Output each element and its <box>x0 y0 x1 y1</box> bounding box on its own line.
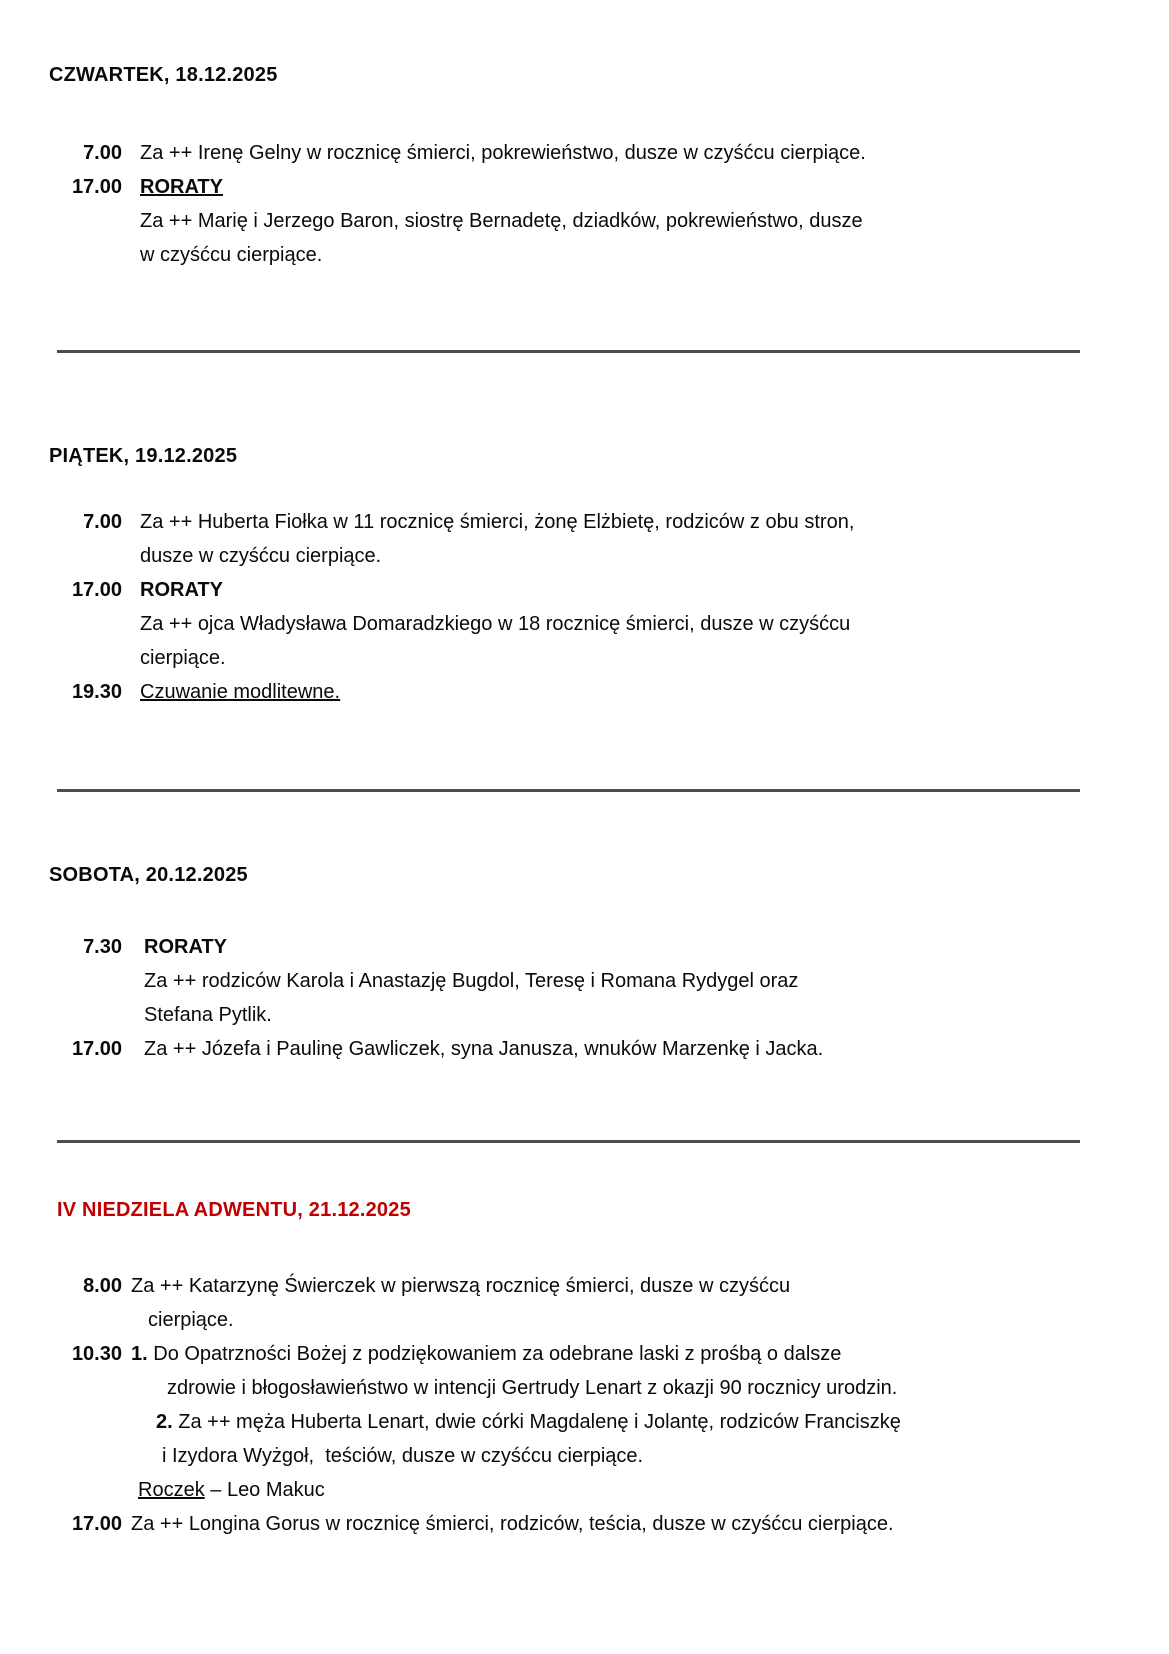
intention-line: Za ++ Irenę Gelny w rocznicę śmierci, pokrewieństwo, dusze w czyśćcu cierpiące. <box>140 142 866 164</box>
section-piatek <box>40 443 1080 709</box>
intention-line <box>138 1473 901 1507</box>
intention-line: w czyśćcu cierpiące. <box>140 244 323 266</box>
intention-line <box>131 1337 901 1371</box>
mass-entry <box>40 1337 1080 1507</box>
day-heading-czwartek: CZWARTEK, 18.12.2025 <box>49 64 278 86</box>
mass-time: 10.30 <box>71 1343 122 1365</box>
mass-entry <box>40 1032 1080 1066</box>
section-divider <box>57 1140 1080 1143</box>
mass-entry <box>40 1269 1080 1337</box>
roczek-label: Roczek <box>138 1479 205 1501</box>
day-heading-piatek: PIĄTEK, 19.12.2025 <box>49 445 238 467</box>
intention-text: Do Opatrzności Bożej z podziękowaniem za odebrane laski z prośbą o dalsze <box>147 1343 842 1365</box>
intention-number: 2. <box>156 1411 173 1433</box>
mass-entry <box>40 930 1080 1032</box>
mass-time: 7.30 <box>83 936 122 958</box>
mass-time: 17.00 <box>71 579 122 601</box>
roraty-label: RORATY <box>140 579 223 601</box>
intention-line: Za ++ rodziców Karola i Anastazję Bugdol, Teresę i Romana Rydygel oraz <box>144 970 799 992</box>
day-heading-niedziela: IV NIEDZIELA ADWENTU, 21.12.2025 <box>57 1199 411 1221</box>
section-divider <box>57 789 1080 792</box>
intention-number: 1. <box>131 1343 148 1365</box>
intention-line: Za ++ Katarzynę Świerczek w pierwszą rocznicę śmierci, dusze w czyśćcu <box>131 1275 791 1297</box>
intention-line: Za ++ Longina Gorus w rocznicę śmierci, rodziców, teścia, dusze w czyśćcu cierpiące. <box>131 1513 894 1535</box>
mass-time: 17.00 <box>71 1038 122 1060</box>
mass-entry <box>40 573 1080 675</box>
mass-entry <box>40 1507 1080 1541</box>
intention-line: zdrowie i błogosławieństwo w intencji Gertrudy Lenart z okazji 90 rocznicy urodzin. <box>167 1377 898 1399</box>
day-heading-sobota: SOBOTA, 20.12.2025 <box>49 864 248 886</box>
roczek-text: – Leo Makuc <box>204 1479 325 1501</box>
intention-line: dusze w czyśćcu cierpiące. <box>140 545 382 567</box>
mass-time: 17.00 <box>71 176 122 198</box>
intention-line: Za ++ ojca Władysława Domaradzkiego w 18 rocznicę śmierci, dusze w czyśćcu <box>140 613 851 635</box>
section-niedziela <box>40 1197 1080 1541</box>
intention-text: Za ++ męża Huberta Lenart, dwie córki Magdalenę i Jolantę, rodziców Franciszkę <box>172 1411 901 1433</box>
roraty-label: RORATY <box>140 176 223 198</box>
roraty-label: RORATY <box>144 936 227 958</box>
intention-line: Czuwanie modlitewne. <box>140 681 341 703</box>
mass-time: 19.30 <box>71 681 122 703</box>
intention-line: i Izydora Wyżgoł, teściów, dusze w czyśćcu cierpiące. <box>162 1445 644 1467</box>
intention-line: cierpiące. <box>140 647 226 669</box>
mass-entry <box>40 170 1080 272</box>
intention-line: Za ++ Józefa i Paulinę Gawliczek, syna Janusza, wnuków Marzenkę i Jacka. <box>144 1038 824 1060</box>
intention-line: Za ++ Marię i Jerzego Baron, siostrę Bernadetę, dziadków, pokrewieństwo, dusze <box>140 210 863 232</box>
intention-line <box>156 1405 901 1439</box>
mass-entry <box>40 505 1080 573</box>
mass-time: 8.00 <box>83 1275 122 1297</box>
mass-time: 17.00 <box>71 1513 122 1535</box>
intention-line: cierpiące. <box>148 1309 234 1331</box>
mass-time: 7.00 <box>83 142 122 164</box>
mass-entry <box>40 675 1080 709</box>
intention-line: Za ++ Huberta Fiołka w 11 rocznicę śmierci, żonę Elżbietę, rodziców z obu stron, <box>140 511 855 533</box>
section-divider <box>57 350 1080 353</box>
mass-entry <box>40 136 1080 170</box>
intention-line: Stefana Pytlik. <box>144 1004 272 1026</box>
section-sobota <box>40 862 1080 1066</box>
section-czwartek <box>40 62 1080 272</box>
mass-time: 7.00 <box>83 511 122 533</box>
